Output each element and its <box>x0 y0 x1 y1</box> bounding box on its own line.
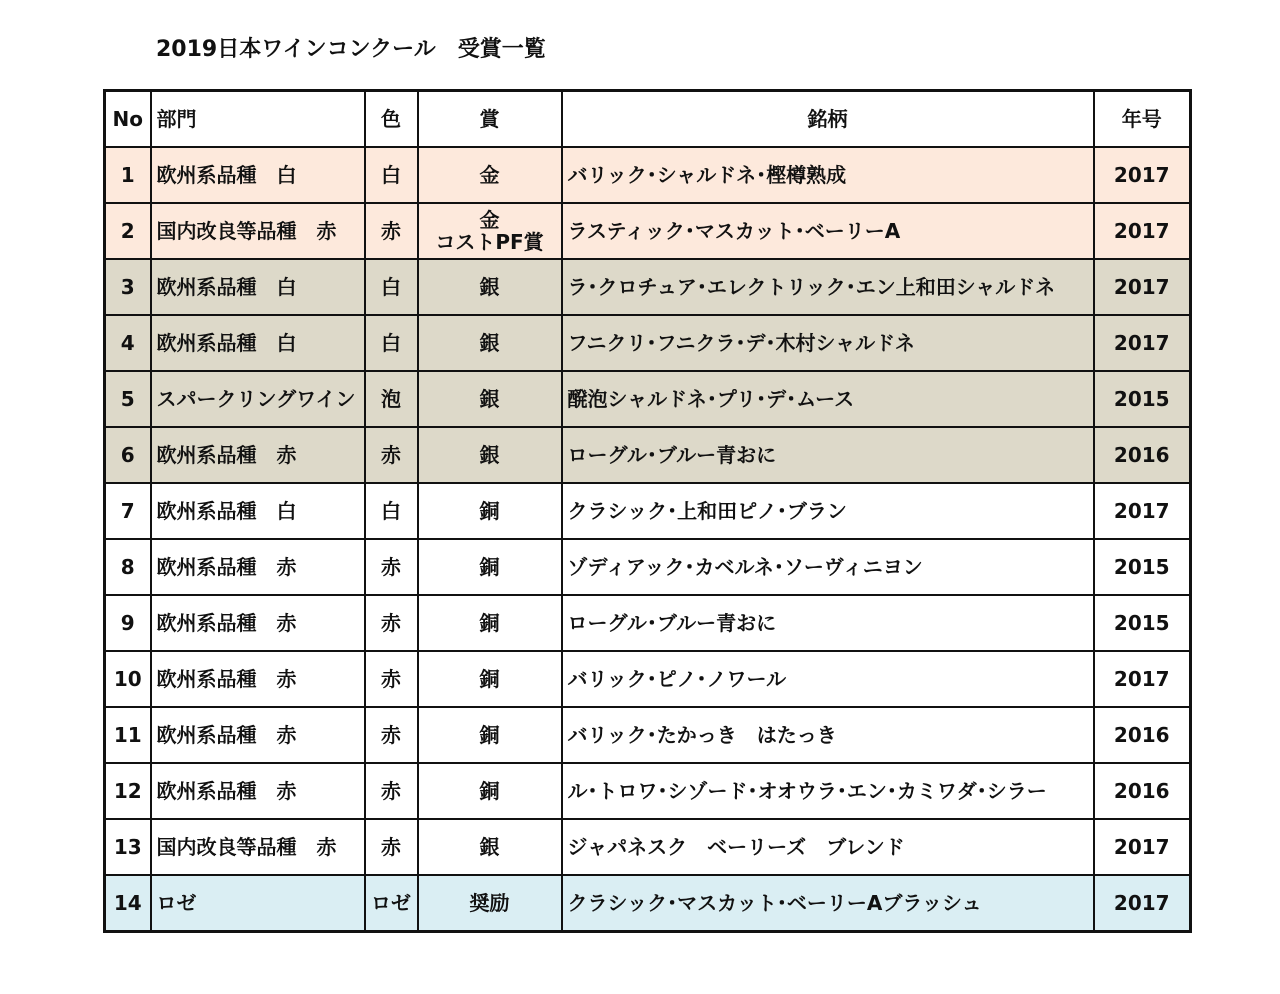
cell-award <box>418 707 562 763</box>
page-title: 2019日本ワインコンクール 受賞一覧 <box>156 37 546 62</box>
cell-no: 1 <box>105 147 151 203</box>
header-color: 色 <box>365 91 418 148</box>
table-body <box>105 147 1191 932</box>
cell-no: 10 <box>105 651 151 707</box>
cell-name: バリック･ピノ･ノワール <box>562 651 1094 707</box>
cell-year: 2017 <box>1094 483 1191 539</box>
cell-year: 2015 <box>1094 371 1191 427</box>
table-row <box>105 371 1191 427</box>
cell-no: 14 <box>105 875 151 932</box>
cell-award <box>418 819 562 875</box>
table-row <box>105 651 1191 707</box>
cell-division: 国内改良等品種 赤 <box>151 819 365 875</box>
cell-year: 2016 <box>1094 427 1191 483</box>
cell-year: 2017 <box>1094 315 1191 371</box>
cell-name: ラ･クロチュア･エレクトリック･エン上和田シャルドネ <box>562 259 1094 315</box>
table-row <box>105 819 1191 875</box>
cell-no: 12 <box>105 763 151 819</box>
cell-color: 赤 <box>365 203 418 259</box>
cell-name: ローグル･ブルー青おに <box>562 595 1094 651</box>
cell-no: 8 <box>105 539 151 595</box>
cell-no: 9 <box>105 595 151 651</box>
cell-division: スパークリングワイン <box>151 371 365 427</box>
table-row <box>105 539 1191 595</box>
header-year: 年号 <box>1094 91 1191 148</box>
award-label: 金 <box>479 208 500 232</box>
cell-no: 3 <box>105 259 151 315</box>
cell-name: クラシック･マスカット･ベーリーAブラッシュ <box>562 875 1094 932</box>
cell-color: 赤 <box>365 595 418 651</box>
award-label: 銀 <box>479 387 500 411</box>
cell-name: バリック･シャルドネ･樫樽熟成 <box>562 147 1094 203</box>
cell-color: 白 <box>365 259 418 315</box>
cell-color: 赤 <box>365 651 418 707</box>
cell-no: 5 <box>105 371 151 427</box>
cell-award <box>418 763 562 819</box>
header-division: 部門 <box>151 91 365 148</box>
cell-no: 4 <box>105 315 151 371</box>
cell-name: フニクリ･フニクラ･デ･木村シャルドネ <box>562 315 1094 371</box>
cell-award <box>418 875 562 932</box>
cell-award <box>418 147 562 203</box>
cell-color: 赤 <box>365 427 418 483</box>
table-row <box>105 595 1191 651</box>
table-row <box>105 763 1191 819</box>
cell-division: 国内改良等品種 赤 <box>151 203 365 259</box>
header-row <box>105 91 1191 148</box>
cell-year: 2017 <box>1094 875 1191 932</box>
cell-color: 白 <box>365 147 418 203</box>
cell-no: 13 <box>105 819 151 875</box>
cell-division: 欧州系品種 赤 <box>151 651 365 707</box>
award-label: 銅 <box>479 667 500 691</box>
cell-name: ローグル･ブルー青おに <box>562 427 1094 483</box>
cell-color: 赤 <box>365 819 418 875</box>
awards-table <box>103 89 1192 933</box>
cell-no: 2 <box>105 203 151 259</box>
cell-division: 欧州系品種 白 <box>151 147 365 203</box>
cell-year: 2017 <box>1094 203 1191 259</box>
award-label: 銀 <box>479 443 500 467</box>
cell-award <box>418 315 562 371</box>
cell-year: 2015 <box>1094 539 1191 595</box>
cell-division: 欧州系品種 白 <box>151 315 365 371</box>
award-label: 銀 <box>479 835 500 859</box>
cell-name: ラスティック･マスカット･ベーリーA <box>562 203 1094 259</box>
cell-division: 欧州系品種 白 <box>151 259 365 315</box>
table-row <box>105 875 1191 932</box>
cell-award <box>418 651 562 707</box>
award-label: 銅 <box>479 723 500 747</box>
award-label: 金 <box>479 163 500 187</box>
cell-year: 2017 <box>1094 651 1191 707</box>
award-label: 銅 <box>479 611 500 635</box>
cell-name: ジャパネスク ベーリーズ ブレンド <box>562 819 1094 875</box>
cell-award <box>418 259 562 315</box>
award-label: 銀 <box>479 275 500 299</box>
table-row <box>105 483 1191 539</box>
cell-no: 7 <box>105 483 151 539</box>
cell-no: 11 <box>105 707 151 763</box>
table-row <box>105 203 1191 259</box>
cell-division: 欧州系品種 赤 <box>151 427 365 483</box>
cell-color: 白 <box>365 483 418 539</box>
cell-year: 2016 <box>1094 763 1191 819</box>
cell-color: ロゼ <box>365 875 418 932</box>
cell-year: 2015 <box>1094 595 1191 651</box>
award-label: 銅 <box>479 499 500 523</box>
award-label: 銀 <box>479 331 500 355</box>
cell-year: 2017 <box>1094 147 1191 203</box>
award-label: 銅 <box>479 779 500 803</box>
award-label: 銅 <box>479 555 500 579</box>
cell-award <box>418 595 562 651</box>
cell-name: クラシック･上和田ピノ･ブラン <box>562 483 1094 539</box>
table-row <box>105 315 1191 371</box>
cell-color: 赤 <box>365 539 418 595</box>
cell-division: ロゼ <box>151 875 365 932</box>
cell-award <box>418 483 562 539</box>
table-row <box>105 259 1191 315</box>
cell-name: 醗泡シャルドネ･プリ･デ･ムース <box>562 371 1094 427</box>
cell-name: バリック･たかっき はたっき <box>562 707 1094 763</box>
cell-no: 6 <box>105 427 151 483</box>
cell-division: 欧州系品種 赤 <box>151 763 365 819</box>
header-no: No <box>105 91 151 148</box>
table-row <box>105 707 1191 763</box>
cell-award <box>418 203 562 259</box>
cell-year: 2016 <box>1094 707 1191 763</box>
cell-award <box>418 371 562 427</box>
table-row <box>105 147 1191 203</box>
cell-color: 泡 <box>365 371 418 427</box>
cell-division: 欧州系品種 赤 <box>151 595 365 651</box>
cell-division: 欧州系品種 赤 <box>151 707 365 763</box>
cell-award <box>418 427 562 483</box>
table-row <box>105 427 1191 483</box>
cell-color: 赤 <box>365 763 418 819</box>
header-name: 銘柄 <box>562 91 1094 148</box>
cell-color: 赤 <box>365 707 418 763</box>
cell-award <box>418 539 562 595</box>
cell-name: ゾディアック･カベルネ･ソーヴィニヨン <box>562 539 1094 595</box>
header-award: 賞 <box>418 91 562 148</box>
cell-division: 欧州系品種 白 <box>151 483 365 539</box>
cell-year: 2017 <box>1094 819 1191 875</box>
cell-year: 2017 <box>1094 259 1191 315</box>
award-label: 奨励 <box>469 891 510 915</box>
cell-color: 白 <box>365 315 418 371</box>
cell-division: 欧州系品種 赤 <box>151 539 365 595</box>
cell-name: ル･トロワ･シゾード･オオウラ･エン･カミワダ･シラー <box>562 763 1094 819</box>
award-label: コストPF賞 <box>435 230 544 254</box>
